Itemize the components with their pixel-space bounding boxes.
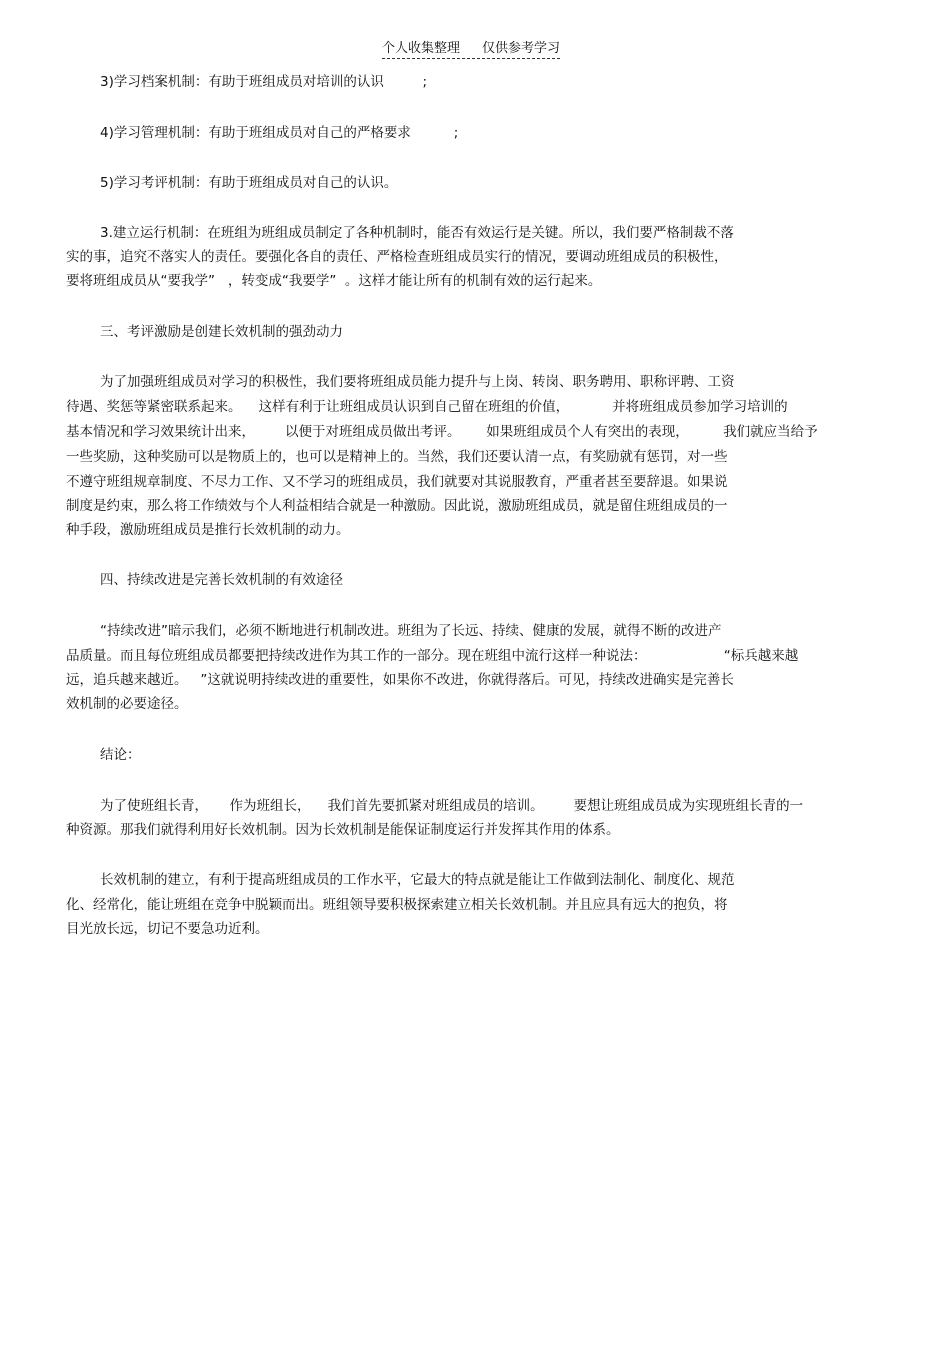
paragraph-line: 种资源。那我们就得利用好长效机制。因为长效机制是能保证制度运行并发挥其作用的体系。 — [66, 822, 620, 838]
paragraph-line: 远，追兵越来越近。 ”这就说明持续改进的重要性，如果你不改进，你就得落后。可见，持续改进确实是完善长 — [66, 672, 734, 688]
paragraph-line: 种手段，激励班组成员是推行长效机制的动力。 — [66, 522, 350, 538]
paragraph-line: 效机制的必要途径。 — [66, 696, 188, 712]
paragraph-line: 化、经常化，能让班组在竞争中脱颖而出。班组领导要积极探索建立相关长效机制。并且应具有远大的抱负，将 — [66, 897, 728, 913]
list-item-archive-mechanism: 3)学习档案机制：有助于班组成员对培训的认识 ; — [100, 74, 428, 90]
paragraph-line: 实的事，追究不落实人的责任。要强化各自的责任、严格检查班组成员实行的情况，要调动班组成员的积极性， — [66, 249, 728, 265]
paragraph-line: 不遵守班组规章制度、不尽力工作、又不学习的班组成员，我们就要对其说服教育，严重者甚至要辞退。如果说 — [66, 474, 728, 490]
paragraph-line: 基本情况和学习效果统计出来， 以便于对班组成员做出考评。 如果班组成员个人有突出的表现， 我们就应当给予 — [66, 424, 818, 440]
page-header — [382, 40, 560, 59]
section-heading: 三、考评激励是创建长效机制的强劲动力 — [100, 324, 343, 340]
paragraph-line: 3.建立运行机制：在班组为班组成员制定了各种机制时，能否有效运行是关键。所以，我们要严格制裁不落 — [100, 225, 734, 241]
conclusion-heading: 结论： — [100, 747, 141, 763]
paragraph-line: 制度是约束，那么将工作绩效与个人利益相结合就是一种激励。因此说，激励班组成员，就是留住班组成员的一 — [66, 498, 728, 514]
header-right-text: 仅供参考学习 — [482, 41, 561, 56]
paragraph-line: 为了使班组长青， 作为班组长， 我们首先要抓紧对班组成员的培训。 要想让班组成员成为实现班组长青的一 — [100, 798, 804, 814]
paragraph-line: 要将班组成员从“要我学” ，转变成“我要学” 。这样才能让所有的机制有效的运行起来。 — [66, 273, 602, 289]
paragraph-line: “持续改进”暗示我们，必须不断地进行机制改进。班组为了长远、持续、健康的发展，就得不断的改进产 — [100, 623, 722, 639]
paragraph-line: 长效机制的建立，有利于提高班组成员的工作水平，它最大的特点就是能让工作做到法制化、制度化、规范 — [100, 872, 735, 888]
list-item-evaluation-mechanism: 5)学习考评机制：有助于班组成员对自己的认识。 — [100, 175, 398, 191]
list-item-management-mechanism: 4)学习管理机制：有助于班组成员对自己的严格要求 ; — [100, 125, 459, 141]
section-heading: 四、持续改进是完善长效机制的有效途径 — [100, 572, 343, 588]
paragraph-line: 为了加强班组成员对学习的积极性，我们要将班组成员能力提升与上岗、转岗、职务聘用、职称评聘、工资 — [100, 374, 735, 390]
paragraph-line: 一些奖励，这种奖励可以是物质上的，也可以是精神上的。当然，我们还要认清一点，有奖励就有惩罚，对一些 — [66, 449, 728, 465]
header-left-text: 个人收集整理 — [382, 41, 461, 56]
paragraph-line: 品质量。而且每位班组成员都要把持续改进作为其工作的一部分。现在班组中流行这样一种说法： “标兵越来越 — [66, 648, 799, 664]
paragraph-line: 目光放长远，切记不要急功近利。 — [66, 921, 269, 937]
paragraph-line: 待遇、奖惩等紧密联系起来。 这样有利于让班组成员认识到自己留在班组的价值， 并将班组成员参加学习培训的 — [66, 399, 788, 415]
